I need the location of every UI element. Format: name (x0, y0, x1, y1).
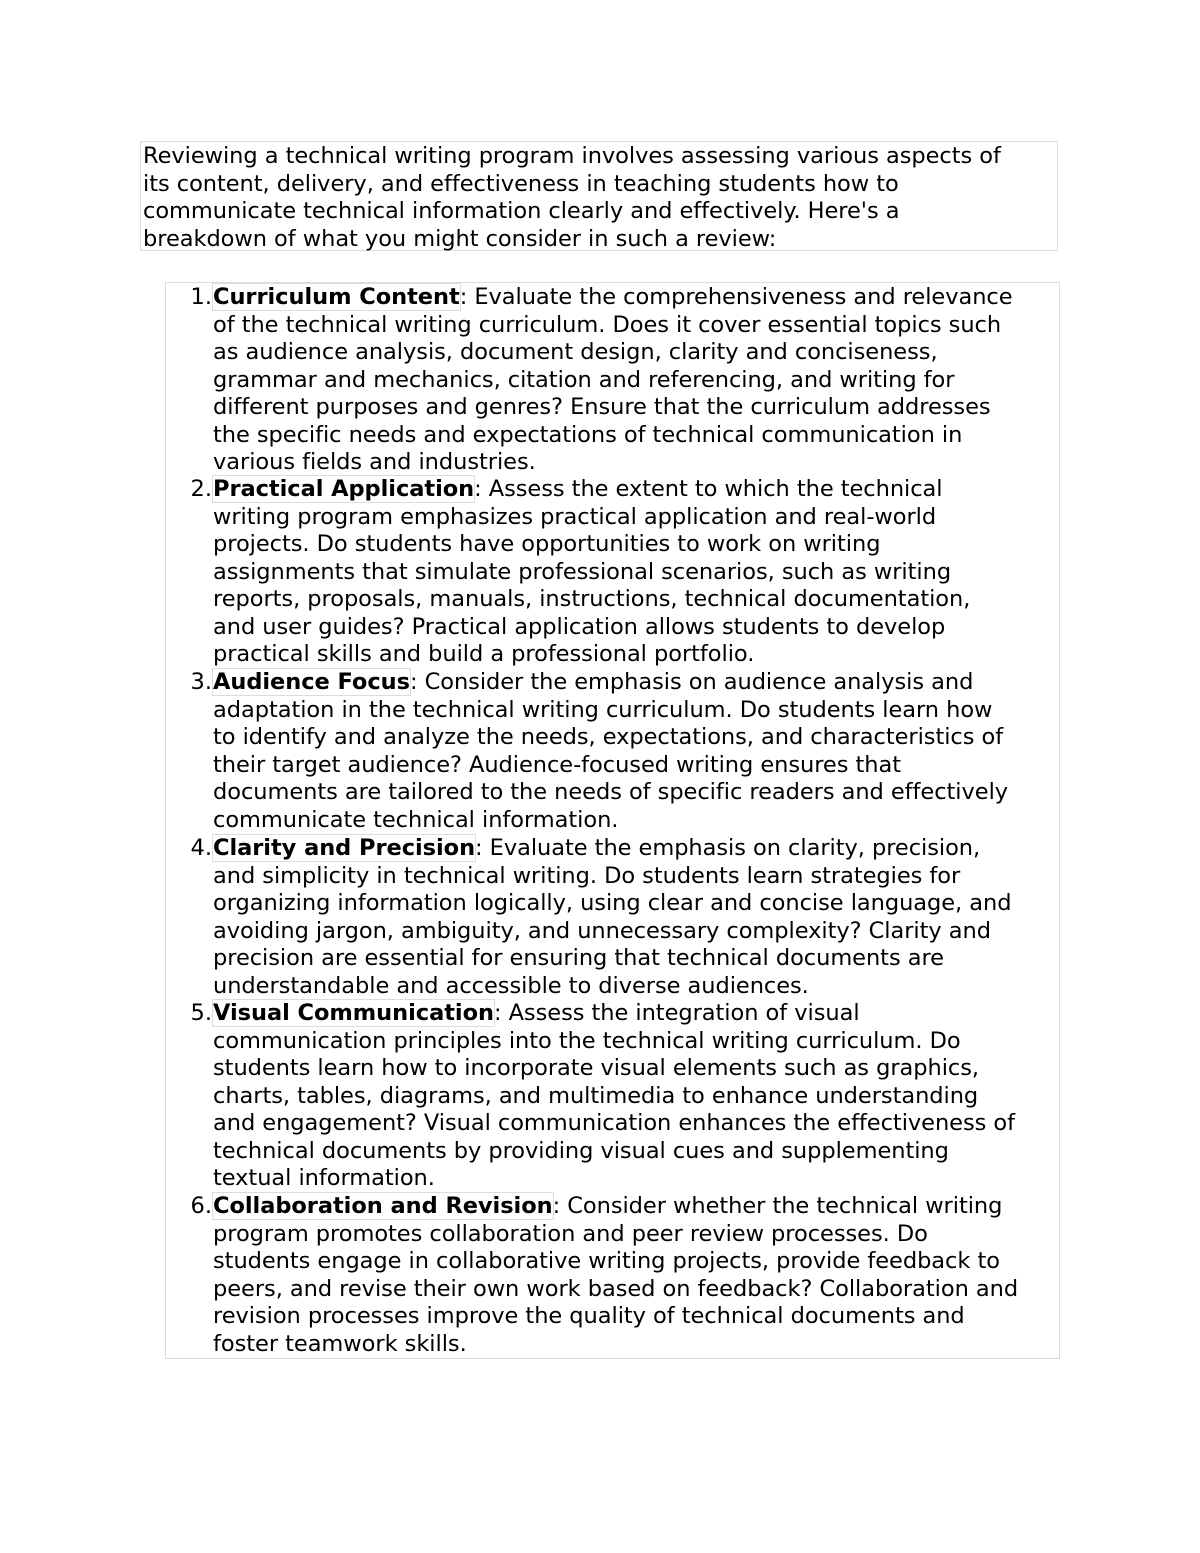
list-item-body (213, 835, 1011, 1000)
list-item-line: as audience analysis, document design, clarity and conciseness, (213, 339, 938, 365)
list-item-line: students engage in collaborative writing projects, provide feedback to (213, 1248, 1000, 1274)
list-item-term: Visual Communication (213, 1000, 494, 1026)
list-item-line: practical skills and build a professional portfolio. (213, 641, 755, 667)
intro-line: its content, delivery, and effectiveness in teaching students how to (143, 170, 899, 197)
list-item-first-rest: : Consider whether the technical writing (552, 1193, 1003, 1219)
list-item-line: organizing information logically, using clear and concise language, and (213, 890, 1012, 916)
list-item-line: projects. Do students have opportunities to work on writing (213, 531, 881, 557)
list-item-line: and user guides? Practical application allows students to develop (213, 613, 946, 640)
list-item-body (213, 1000, 1015, 1193)
list-item-number: 1. (190, 284, 212, 310)
list-item-line: program promotes collaboration and peer review processes. Do (213, 1220, 928, 1247)
list-item-line: precision are essential for ensuring that technical documents are (213, 945, 944, 971)
list-item-line: assignments that simulate professional scenarios, such as writing (213, 558, 952, 585)
list-item-line: adaptation in the technical writing curriculum. Do students learn how (213, 696, 993, 723)
list-item-line: to identify and analyze the needs, expectations, and characteristics of (213, 724, 1004, 750)
list-item-first-line (213, 1000, 1015, 1028)
list-item-line: grammar and mechanics, citation and referencing, and writing for (213, 366, 955, 393)
list-item-first-line (213, 284, 1013, 312)
list-item-number: 3. (190, 669, 212, 695)
list-item-body (213, 669, 1008, 834)
list-item-line: reports, proposals, manuals, instructions, technical documentation, (213, 586, 971, 612)
list-item-line: peers, and revise their own work based on feedback? Collaboration and (213, 1275, 1019, 1302)
list-item-number: 5. (190, 1000, 212, 1026)
intro-line: communicate technical information clearly and effectively. Here's a (143, 198, 900, 224)
list-item-number: 2. (190, 476, 212, 502)
list-item-term: Curriculum Content (213, 284, 460, 310)
list-item-line: revision processes improve the quality of technical documents and (213, 1303, 965, 1329)
intro-line: Reviewing a technical writing program involves assessing various aspects of (143, 143, 1001, 169)
intro-paragraph (140, 141, 1058, 251)
list-item-body (213, 476, 970, 669)
list-item-line: foster teamwork skills. (213, 1330, 467, 1357)
review-criteria-list (165, 282, 1060, 1359)
list-item-first-rest: : Evaluate the comprehensiveness and relevance (459, 284, 1013, 310)
list-item-first-rest: : Consider the emphasis on audience analysis and (409, 669, 974, 695)
list-item-line: students learn how to incorporate visual elements such as graphics, (213, 1055, 979, 1081)
list-item-first-line (213, 669, 1008, 697)
list-item-line: different purposes and genres? Ensure that the curriculum addresses (213, 394, 991, 420)
list-item-number: 4. (190, 835, 212, 861)
list-item-first-rest: : Assess the integration of visual (493, 1000, 860, 1026)
list-item-body (213, 1193, 1018, 1358)
list-item-line: avoiding jargon, ambiguity, and unnecessary complexity? Clarity and (213, 917, 991, 944)
list-item-term: Audience Focus (213, 669, 410, 695)
list-item-line: the specific needs and expectations of technical communication in (213, 421, 963, 448)
list-item-term: Practical Application (213, 476, 475, 502)
list-item-line: communicate technical information. (213, 806, 619, 833)
list-item-line: communication principles into the technical writing curriculum. Do (213, 1027, 961, 1054)
list-item-term: Clarity and Precision (213, 835, 476, 861)
intro-line: breakdown of what you might consider in such a review: (143, 225, 777, 252)
list-item-first-rest: : Evaluate the emphasis on clarity, precision, (475, 835, 981, 861)
list-item-first-line (213, 476, 970, 504)
list-item-line: charts, tables, diagrams, and multimedia to enhance understanding (213, 1082, 979, 1109)
list-item-line: of the technical writing curriculum. Does it cover essential topics such (213, 311, 1002, 338)
list-item-body (213, 284, 1013, 477)
list-item-line: and engagement? Visual communication enhances the effectiveness of (213, 1110, 1015, 1136)
list-item-line: understandable and accessible to diverse audiences. (213, 972, 809, 999)
list-item-line: various fields and industries. (213, 449, 536, 475)
list-item-line: writing program emphasizes practical application and real-world (213, 503, 937, 530)
list-item-first-line (213, 1193, 1018, 1221)
list-item-line: documents are tailored to the needs of specific readers and effectively (213, 779, 1009, 805)
list-item-line: technical documents by providing visual cues and supplementing (213, 1137, 949, 1164)
list-item-term: Collaboration and Revision (213, 1193, 553, 1219)
list-item-number: 6. (190, 1193, 212, 1219)
list-item-first-rest: : Assess the extent to which the technical (474, 476, 943, 502)
list-item-first-line (213, 835, 1011, 863)
list-item-line: textual information. (213, 1165, 435, 1191)
list-item-line: their target audience? Audience-focused writing ensures that (213, 751, 901, 778)
list-item-line: and simplicity in technical writing. Do students learn strategies for (213, 862, 961, 889)
